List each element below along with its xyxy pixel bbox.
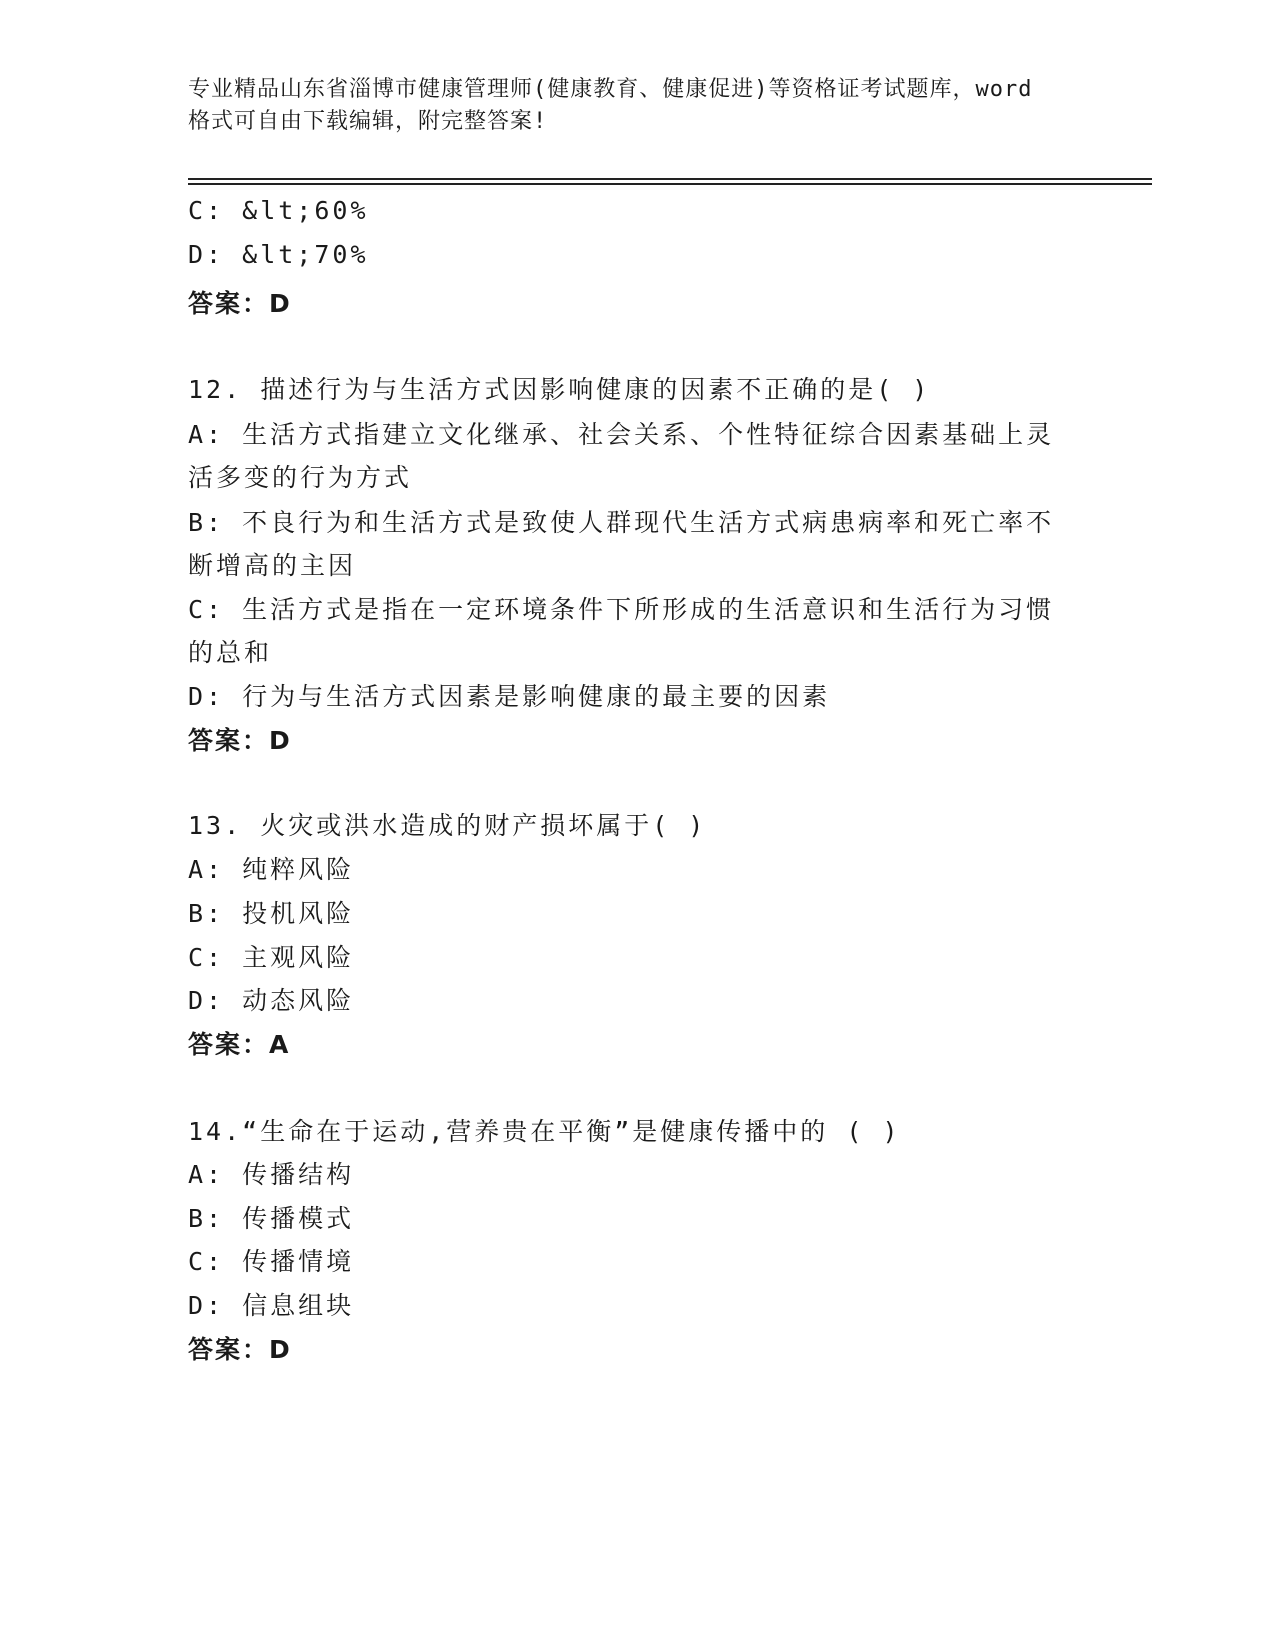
q14-option-d: D: 信息组块 (188, 1291, 355, 1320)
q14-option-a: A: 传播结构 (188, 1160, 355, 1189)
q12-stem: 12. 描述行为与生活方式因影响健康的因素不正确的是( ) (188, 375, 931, 404)
q12-option-a-line2: 活多变的行为方式 (188, 463, 413, 492)
q14-option-b: B: 传播模式 (188, 1204, 355, 1233)
q12-option-c-line1: C: 生活方式是指在一定环境条件下所形成的生活意识和生活行为习惯 (188, 595, 1055, 624)
q12-option-d: D: 行为与生活方式因素是影响健康的最主要的因素 (188, 682, 831, 711)
q13-stem: 13. 火灾或洪水造成的财产损坏属于( ) (188, 811, 707, 840)
q14-stem: 14.“生命在于运动,营养贵在平衡”是健康传播中的 ( ) (188, 1117, 901, 1146)
q14-answer: 答案：D (188, 1335, 292, 1364)
q12-option-b-line1: B: 不良行为和生活方式是致使人群现代生活方式病患病率和死亡率不 (188, 508, 1055, 537)
q13-option-a: A: 纯粹风险 (188, 855, 355, 884)
header-line-1: 专业精品山东省淄博市健康管理师(健康教育、健康促进)等资格证考试题库，word (188, 77, 1033, 102)
header-divider-top (188, 178, 1152, 180)
q13-option-d: D: 动态风险 (188, 986, 355, 1015)
prev-answer: 答案：D (188, 289, 292, 318)
q12-option-b-line2: 断增高的主因 (188, 551, 357, 580)
header-divider-bottom (188, 183, 1152, 185)
q13-option-c: C: 主观风险 (188, 943, 355, 972)
page-header (188, 74, 1088, 138)
prev-option-c: C: &lt;60% (188, 196, 369, 225)
q12-option-c-line2: 的总和 (188, 638, 273, 667)
q13-option-b: B: 投机风险 (188, 899, 355, 928)
header-line-2: 格式可自由下载编辑，附完整答案! (188, 109, 548, 134)
q13-answer: 答案：A (188, 1030, 291, 1059)
q14-option-c: C: 传播情境 (188, 1247, 355, 1276)
prev-option-d: D: &lt;70% (188, 240, 369, 269)
q12-answer: 答案：D (188, 726, 292, 755)
q12-option-a-line1: A: 生活方式指建立文化继承、社会关系、个性特征综合因素基础上灵 (188, 420, 1055, 449)
